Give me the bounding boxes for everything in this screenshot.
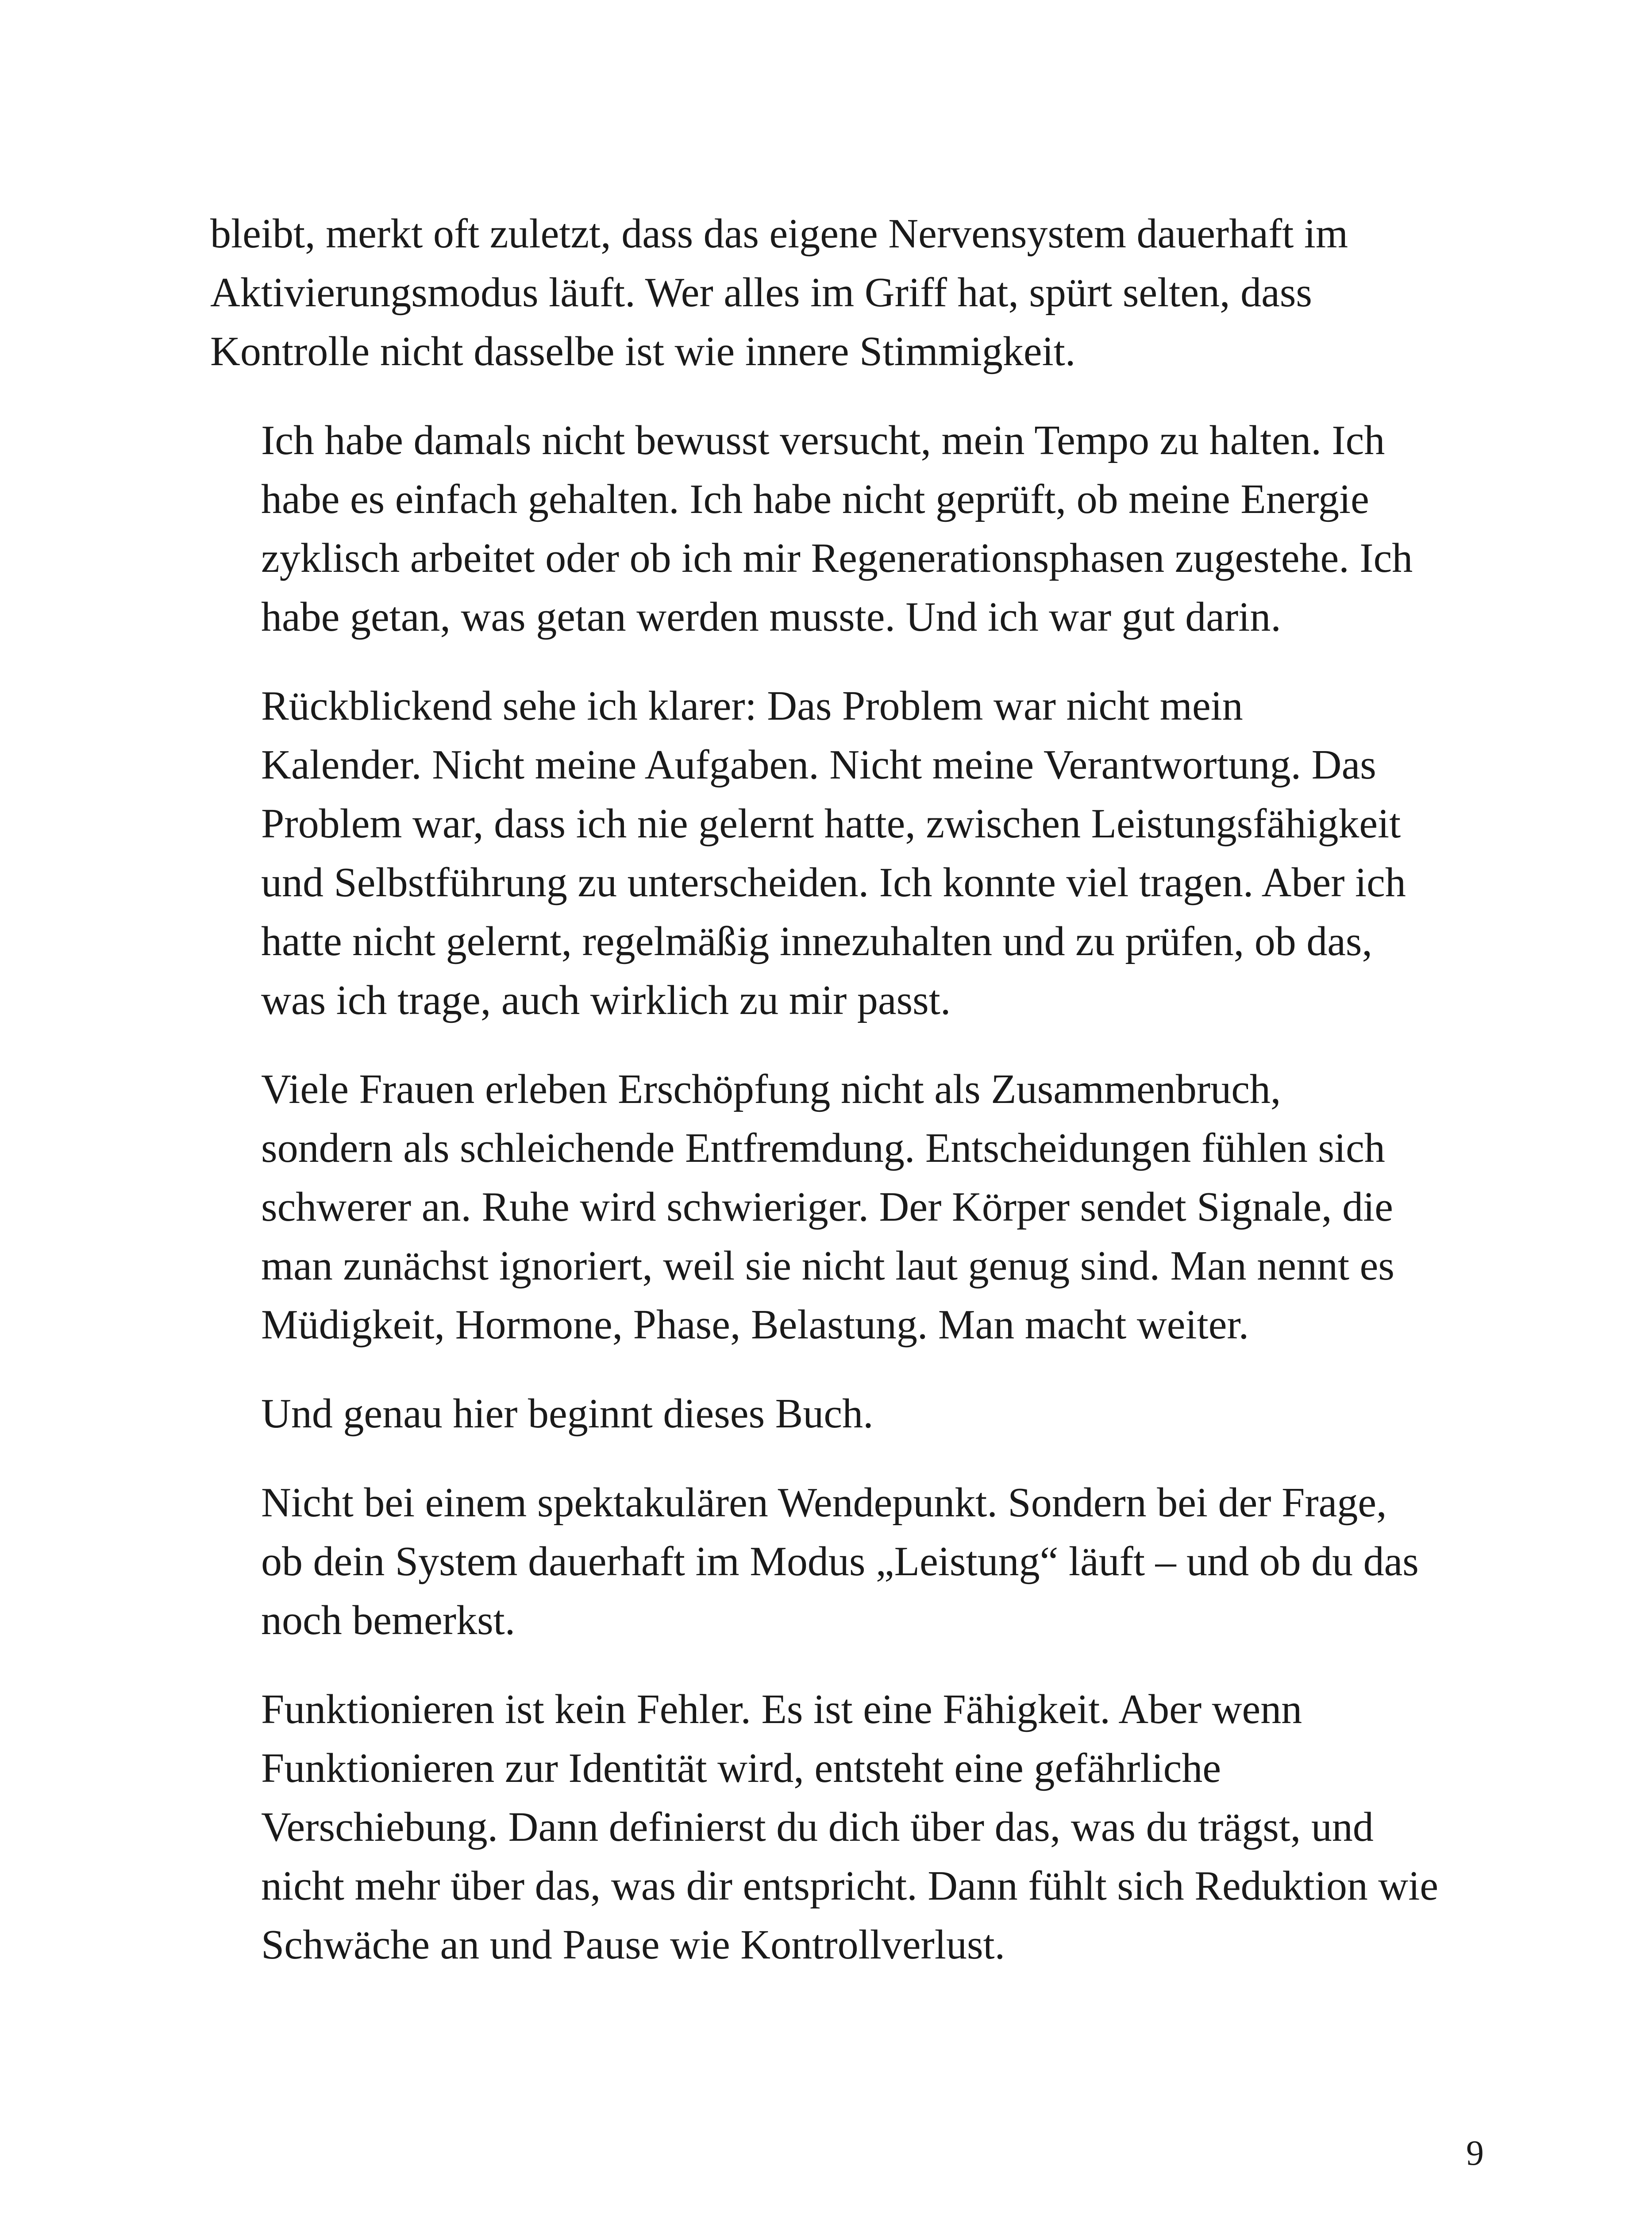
paragraph-3 bbox=[210, 677, 1502, 1030]
text-line: Nicht bei einem spektakulären Wendepunkt. Sondern bei der Frage, bbox=[261, 1480, 1387, 1526]
text-line: Und genau hier beginnt dieses Buch. bbox=[261, 1391, 874, 1437]
body-text bbox=[210, 204, 1502, 2005]
text-line: Müdigkeit, Hormone, Phase, Belastung. Man macht weiter. bbox=[261, 1302, 1249, 1348]
text-line: bleibt, merkt oft zuletzt, dass das eigene Nervensystem dauerhaft im bbox=[210, 211, 1348, 257]
text-line: Schwäche an und Pause wie Kontrollverlust. bbox=[261, 1922, 1005, 1968]
text-line: ob dein System dauerhaft im Modus „Leistung“ läuft – und ob du das bbox=[261, 1538, 1419, 1585]
text-line: Aktivierungsmodus läuft. Wer alles im Griff hat, spürt selten, dass bbox=[210, 270, 1312, 316]
text-line: noch bemerkst. bbox=[261, 1597, 516, 1643]
text-line: sondern als schleichende Entfremdung. Entscheidungen fühlen sich bbox=[261, 1125, 1385, 1171]
page-number: 9 bbox=[1466, 2134, 1484, 2173]
text-line: Kalender. Nicht meine Aufgaben. Nicht meine Verantwortung. Das bbox=[261, 742, 1376, 788]
text-line: Verschiebung. Dann definierst du dich über das, was du trägst, und bbox=[261, 1804, 1374, 1850]
text-line: Funktionieren zur Identität wird, entsteht eine gefährliche bbox=[261, 1745, 1221, 1791]
text-line: zyklisch arbeitet oder ob ich mir Regenerationsphasen zugestehe. Ich bbox=[261, 535, 1413, 581]
text-line: schwerer an. Ruhe wird schwieriger. Der Körper sendet Signale, die bbox=[261, 1184, 1394, 1230]
text-line: habe es einfach gehalten. Ich habe nicht geprüft, ob meine Energie bbox=[261, 476, 1369, 522]
text-line: Funktionieren ist kein Fehler. Es ist eine Fähigkeit. Aber wenn bbox=[261, 1686, 1302, 1732]
text-line: habe getan, was getan werden musste. Und ich war gut darin. bbox=[261, 594, 1281, 640]
paragraph-7 bbox=[210, 1680, 1502, 1974]
text-line: Ich habe damals nicht bewusst versucht, mein Tempo zu halten. Ich bbox=[261, 417, 1385, 463]
paragraph-1 bbox=[210, 204, 1502, 381]
text-line: hatte nicht gelernt, regelmäßig innezuhalten und zu prüfen, ob das, bbox=[261, 918, 1373, 964]
paragraph-5 bbox=[210, 1384, 1502, 1443]
text-line: und Selbstführung zu unterscheiden. Ich konnte viel tragen. Aber ich bbox=[261, 860, 1406, 906]
text-line: Viele Frauen erleben Erschöpfung nicht als Zusammenbruch, bbox=[261, 1066, 1281, 1112]
paragraph-6 bbox=[210, 1473, 1502, 1650]
text-line: was ich trage, auch wirklich zu mir passt. bbox=[261, 977, 951, 1023]
paragraph-2 bbox=[210, 411, 1502, 647]
text-line: nicht mehr über das, was dir entspricht. Dann fühlt sich Reduktion wie bbox=[261, 1863, 1439, 1909]
text-line: man zunächst ignoriert, weil sie nicht laut genug sind. Man nennt es bbox=[261, 1243, 1394, 1289]
text-line: Problem war, dass ich nie gelernt hatte, zwischen Leistungsfähigkeit bbox=[261, 801, 1401, 847]
text-line: Kontrolle nicht dasselbe ist wie innere Stimmigkeit. bbox=[210, 328, 1076, 374]
paragraph-4 bbox=[210, 1060, 1502, 1354]
text-line: Rückblickend sehe ich klarer: Das Problem war nicht mein bbox=[261, 683, 1243, 729]
